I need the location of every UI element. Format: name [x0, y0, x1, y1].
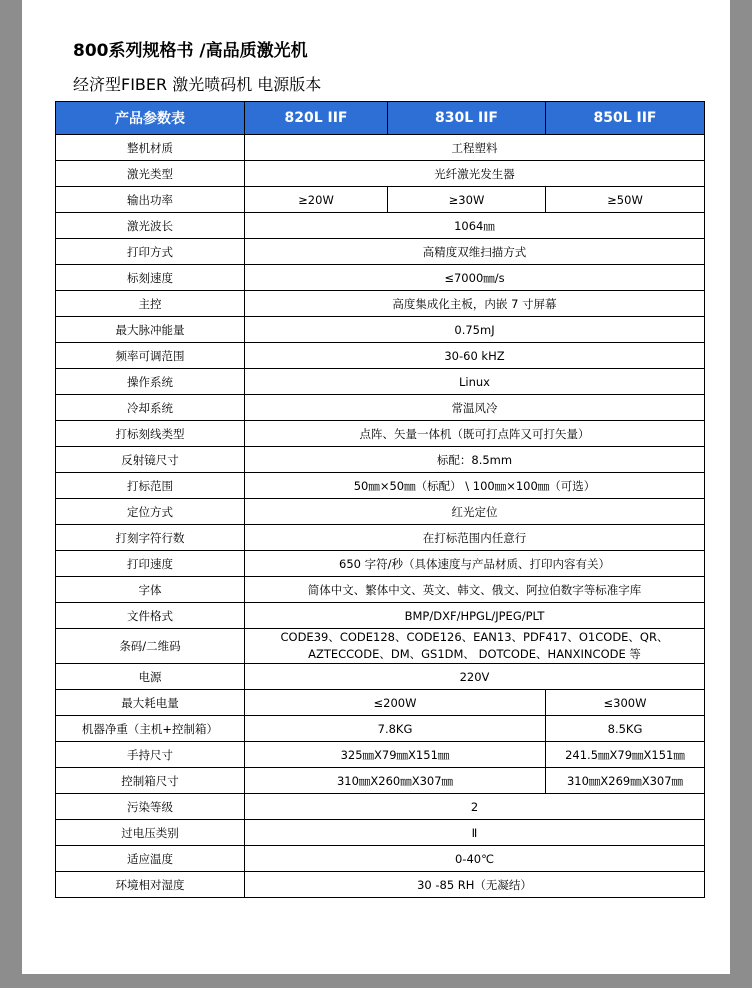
row-label: 最大耗电量 [56, 690, 245, 716]
row-value: 标配：8.5mm [245, 447, 705, 473]
row-value: 简体中文、繁体中文、英文、韩文、俄文、阿拉伯数字等标准字库 [245, 577, 705, 603]
table-row [56, 213, 705, 239]
row-value: 高精度双维扫描方式 [245, 239, 705, 265]
row-label: 标刻速度 [56, 265, 245, 291]
row-label: 反射镜尺寸 [56, 447, 245, 473]
table-row [56, 317, 705, 343]
row-label: 激光类型 [56, 161, 245, 187]
table-row [56, 239, 705, 265]
row-value: 241.5㎜X79㎜X151㎜ [546, 742, 705, 768]
row-label: 冷却系统 [56, 395, 245, 421]
row-label: 电源 [56, 664, 245, 690]
table-row [56, 768, 705, 794]
table-row [56, 473, 705, 499]
document-subtitle: 经济型FIBER 激光喷码机 电源版本 [73, 75, 322, 94]
row-label: 打标范围 [56, 473, 245, 499]
row-label: 激光波长 [56, 213, 245, 239]
table-row [56, 291, 705, 317]
row-value: 红光定位 [245, 499, 705, 525]
row-value: CODE39、CODE128、CODE126、EAN13、PDF417、O1CODE、QR、AZTECCODE、DM、GS1DM、 DOTCODE、HANXINCODE 等 [245, 629, 705, 664]
row-value: 310㎜X269㎜X307㎜ [546, 768, 705, 794]
row-value: ≤300W [546, 690, 705, 716]
row-value: 工程塑料 [245, 135, 705, 161]
row-value: 1064㎚ [245, 213, 705, 239]
row-label: 操作系统 [56, 369, 245, 395]
table-row [56, 135, 705, 161]
table-row [56, 690, 705, 716]
row-label: 污染等级 [56, 794, 245, 820]
table-row [56, 343, 705, 369]
row-value: 高度集成化主板，内嵌 7 寸屏幕 [245, 291, 705, 317]
row-label: 定位方式 [56, 499, 245, 525]
row-value: 光纤激光发生器 [245, 161, 705, 187]
header-model-830l: 830L IIF [388, 102, 546, 135]
row-value: 2 [245, 794, 705, 820]
row-label: 适应温度 [56, 846, 245, 872]
row-label: 主控 [56, 291, 245, 317]
table-row [56, 265, 705, 291]
row-label: 环境相对湿度 [56, 872, 245, 898]
table-row [56, 395, 705, 421]
row-value: 650 字符/秒（具体速度与产品材质、打印内容有关） [245, 551, 705, 577]
table-row [56, 629, 705, 664]
table-row [56, 742, 705, 768]
document-page [22, 0, 730, 974]
row-label: 文件格式 [56, 603, 245, 629]
row-value: ≥30W [388, 187, 546, 213]
row-label: 打刻字符行数 [56, 525, 245, 551]
row-label: 频率可调范围 [56, 343, 245, 369]
row-label: 输出功率 [56, 187, 245, 213]
row-value: 310㎜X260㎜X307㎜ [245, 768, 546, 794]
table-row [56, 846, 705, 872]
row-label: 整机材质 [56, 135, 245, 161]
table-row [56, 369, 705, 395]
table-row [56, 794, 705, 820]
table-row [56, 187, 705, 213]
row-value: 50㎜×50㎜（标配） \ 100㎜×100㎜（可选） [245, 473, 705, 499]
row-value: ≥50W [546, 187, 705, 213]
row-value: 325㎜X79㎜X151㎜ [245, 742, 546, 768]
table-row [56, 872, 705, 898]
row-value: 7.8KG [245, 716, 546, 742]
row-label: 最大脉冲能量 [56, 317, 245, 343]
row-value: 常温风冷 [245, 395, 705, 421]
row-value: 220V [245, 664, 705, 690]
row-value: ≥20W [245, 187, 388, 213]
row-value: 在打标范围内任意行 [245, 525, 705, 551]
table-row [56, 525, 705, 551]
row-value: 点阵、矢量一体机（既可打点阵又可打矢量） [245, 421, 705, 447]
document-title: 800系列规格书 /高品质激光机 [73, 41, 308, 61]
row-value: 0-40℃ [245, 846, 705, 872]
table-row [56, 577, 705, 603]
table-row [56, 447, 705, 473]
table-row [56, 603, 705, 629]
row-label: 打印速度 [56, 551, 245, 577]
table-row [56, 664, 705, 690]
table-row [56, 161, 705, 187]
row-value: 30 -85 RH（无凝结） [245, 872, 705, 898]
row-label: 过电压类别 [56, 820, 245, 846]
row-label: 字体 [56, 577, 245, 603]
row-value: Ⅱ [245, 820, 705, 846]
spec-table-header-row [56, 102, 705, 135]
table-row [56, 551, 705, 577]
table-row [56, 820, 705, 846]
row-label: 手持尺寸 [56, 742, 245, 768]
header-model-820l: 820L IIF [245, 102, 388, 135]
row-value: ≤200W [245, 690, 546, 716]
row-value: Linux [245, 369, 705, 395]
row-label: 控制箱尺寸 [56, 768, 245, 794]
table-row [56, 716, 705, 742]
table-row [56, 499, 705, 525]
row-value: 0.75mJ [245, 317, 705, 343]
table-row [56, 421, 705, 447]
spec-table [55, 101, 705, 898]
header-model-850l: 850L IIF [546, 102, 705, 135]
row-value: BMP/DXF/HPGL/JPEG/PLT [245, 603, 705, 629]
row-value: 30-60 kHZ [245, 343, 705, 369]
row-value: 8.5KG [546, 716, 705, 742]
header-param-table: 产品参数表 [56, 102, 245, 135]
row-label: 机器净重（主机+控制箱） [56, 716, 245, 742]
row-value: ≤7000㎜/s [245, 265, 705, 291]
row-label: 打印方式 [56, 239, 245, 265]
row-label: 条码/二维码 [56, 629, 245, 664]
spec-table-body [56, 135, 705, 898]
row-label: 打标刻线类型 [56, 421, 245, 447]
